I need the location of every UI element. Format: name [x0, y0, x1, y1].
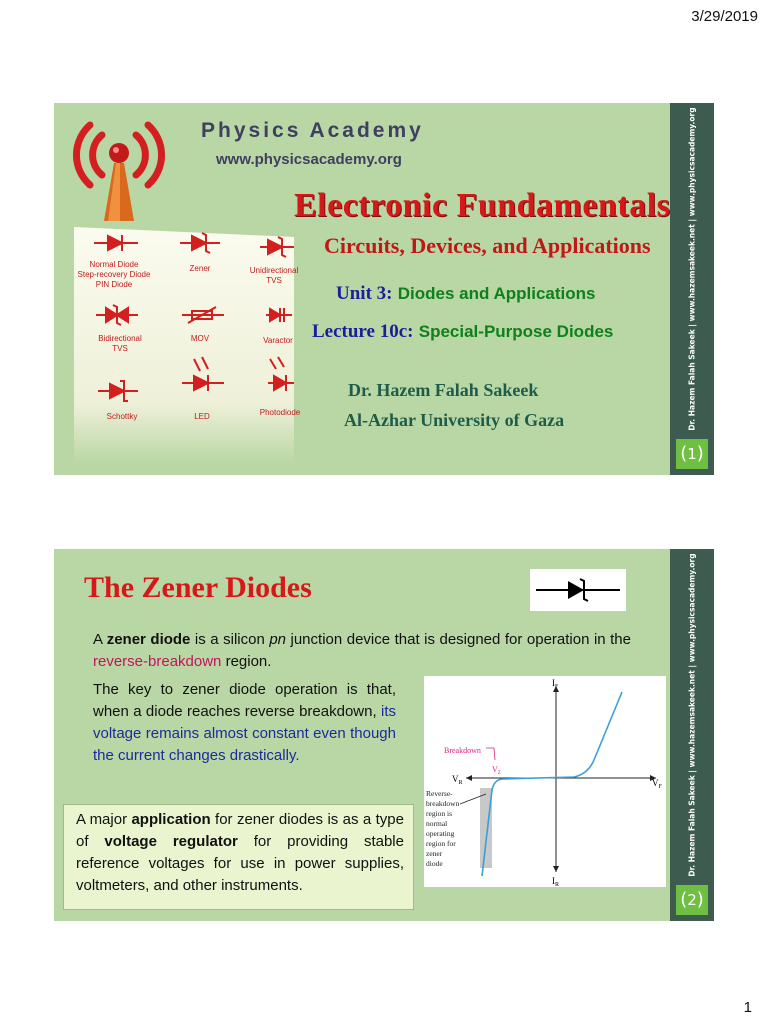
- lecture-label: Lecture 10c:: [312, 321, 414, 342]
- unit-title: Diodes and Applications: [397, 284, 596, 303]
- svg-text:diode: diode: [426, 859, 443, 868]
- pin-diode-label: PIN Diode: [95, 280, 133, 289]
- slide-number-value: 2: [687, 891, 697, 909]
- bracket-left-icon: (: [680, 889, 688, 910]
- bidirectional-tvs-label: TVS: [112, 344, 128, 353]
- schottky-label: Schottky: [106, 412, 138, 421]
- iv-characteristic-diagram: [424, 676, 666, 887]
- varactor-label: Varactor: [263, 336, 293, 345]
- unidirectional-tvs-label: TVS: [266, 276, 282, 285]
- slide-number: [676, 439, 708, 469]
- zener-iv-graph: [424, 676, 666, 887]
- bidirectional-label: Bidirectional: [98, 334, 142, 343]
- slide-1: [54, 103, 714, 475]
- slide-number: [676, 885, 708, 915]
- svg-text:region is: region is: [426, 809, 453, 818]
- sidebar-credits: Dr. Hazem Falah Sakeek | www.hazemsakeek.net | www.physicsacademy.org: [687, 107, 697, 431]
- slide-title: The Zener Diodes: [84, 571, 312, 604]
- zener-label: Zener: [189, 264, 211, 273]
- vz-label: $V_Z$: [492, 765, 501, 776]
- step-recovery-label: Step-recovery Diode: [77, 270, 151, 279]
- slide-number-value: 1: [687, 445, 697, 463]
- academy-name: Physics Academy: [201, 119, 424, 142]
- key-operation-paragraph: The key to zener diode operation is that, when a diode reaches reverse breakdown, its voltage remains almost constant even though the current changes drastically.: [93, 681, 396, 764]
- svg-text:operating: operating: [426, 829, 455, 838]
- academy-url: www.physicsacademy.org: [216, 151, 402, 168]
- svg-text:Reverse-: Reverse-: [426, 789, 453, 798]
- application-text: A major application for zener diodes is as a type of voltage regulator for providing stable reference voltages for use in power supplies, voltmeters, and other instruments.: [76, 811, 404, 894]
- normal-diode-label: Normal Diode: [89, 260, 139, 269]
- slide-sidebar: [670, 103, 714, 475]
- application-box: [63, 804, 414, 910]
- bracket-right-icon: ): [696, 443, 704, 464]
- photodiode-label: Photodiode: [259, 408, 301, 417]
- presentation-subtitle: Circuits, Devices, and Applications: [324, 233, 651, 258]
- diode-symbols-diagram: [74, 223, 301, 463]
- zener-symbol-icon: [530, 569, 626, 611]
- university-name: Al-Azhar University of Gaza: [344, 410, 565, 430]
- vr-axis-label: $V_R$: [452, 774, 463, 786]
- svg-text:region for: region for: [426, 839, 456, 848]
- diode-symbols-card: [74, 223, 301, 463]
- led-label: LED: [194, 412, 210, 421]
- lecture-heading: [312, 321, 613, 343]
- slide-2: [54, 549, 714, 921]
- presentation-title: Electronic Fundamentals: [294, 187, 671, 224]
- sidebar-credits: Dr. Hazem Falah Sakeek | www.hazemsakeek.net | www.physicsacademy.org: [687, 553, 697, 877]
- zener-symbol-box: [530, 569, 626, 611]
- svg-text:zener: zener: [426, 849, 443, 858]
- print-date: 3/29/2019: [691, 8, 758, 25]
- unit-heading: [336, 283, 596, 305]
- ir-axis-label: $I_R$: [552, 876, 560, 888]
- region-caption: [426, 789, 460, 868]
- if-axis-label: $I_F$: [552, 678, 559, 690]
- svg-text:normal: normal: [426, 819, 448, 828]
- bracket-right-icon: ): [696, 889, 704, 910]
- page-number: 1: [743, 999, 752, 1016]
- svg-text:breakdown: breakdown: [426, 799, 460, 808]
- slide-sidebar: [670, 549, 714, 921]
- antenna-logo-icon: [64, 113, 174, 223]
- unidirectional-label: Unidirectional: [249, 266, 299, 275]
- breakdown-label: Breakdown: [444, 746, 481, 755]
- author-name: Dr. Hazem Falah Sakeek: [348, 380, 539, 400]
- vf-axis-label: $V_F$: [652, 778, 662, 790]
- lecture-title: Special-Purpose Diodes: [418, 322, 614, 341]
- mov-label: MOV: [190, 334, 210, 343]
- bracket-left-icon: (: [680, 443, 688, 464]
- unit-label: Unit 3:: [336, 283, 393, 304]
- definition-paragraph: A zener diode is a silicon pn junction device that is designed for operation in the reverse-breakdown region.: [93, 631, 631, 670]
